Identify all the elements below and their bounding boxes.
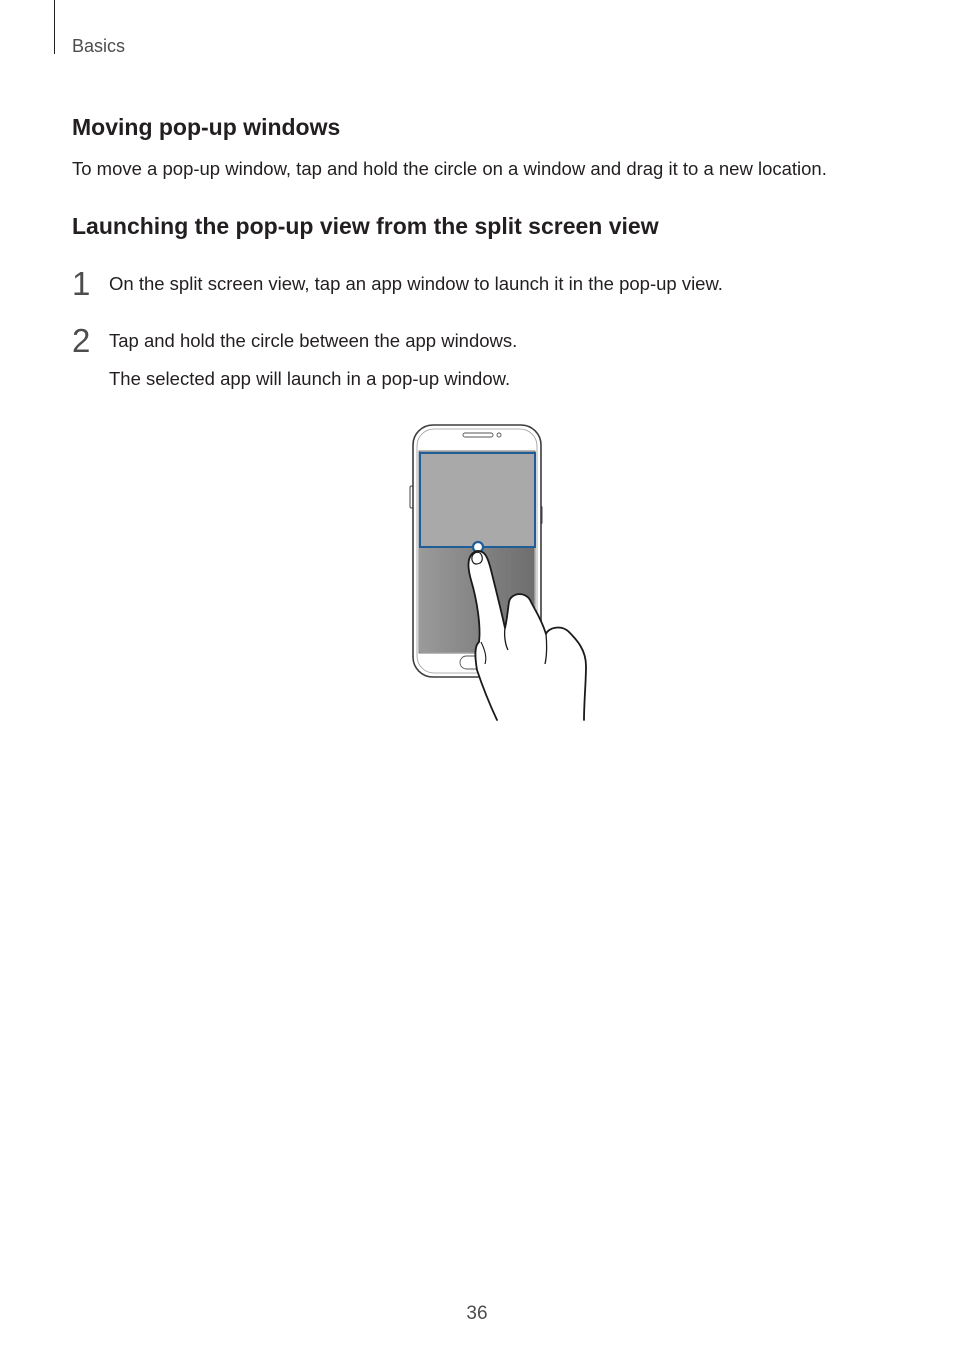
step-2-text: Tap and hold the circle between the app windows. [109,330,518,351]
upper-app-window [420,453,535,547]
step-2-number: 2 [72,322,91,359]
step-1-text: On the split screen view, tap an app window to launch it in the pop-up view. [109,273,723,294]
header-rule [54,0,55,54]
speaker-icon [463,433,493,437]
moving-popup-instructions: To move a pop-up window, tap and hold the circle on a window and drag it to a new location. [72,158,827,179]
heading-launching-popup-view: Launching the pop-up view from the split screen view [72,213,659,239]
heading-moving-popup-windows: Moving pop-up windows [72,114,341,140]
camera-icon [497,433,501,437]
step-2-result: The selected app will launch in a pop-up window. [109,368,511,389]
step-1-number: 1 [72,265,91,302]
phone-illustration [405,420,595,725]
page-number: 36 [466,1303,488,1324]
section-label: Basics [72,36,126,56]
